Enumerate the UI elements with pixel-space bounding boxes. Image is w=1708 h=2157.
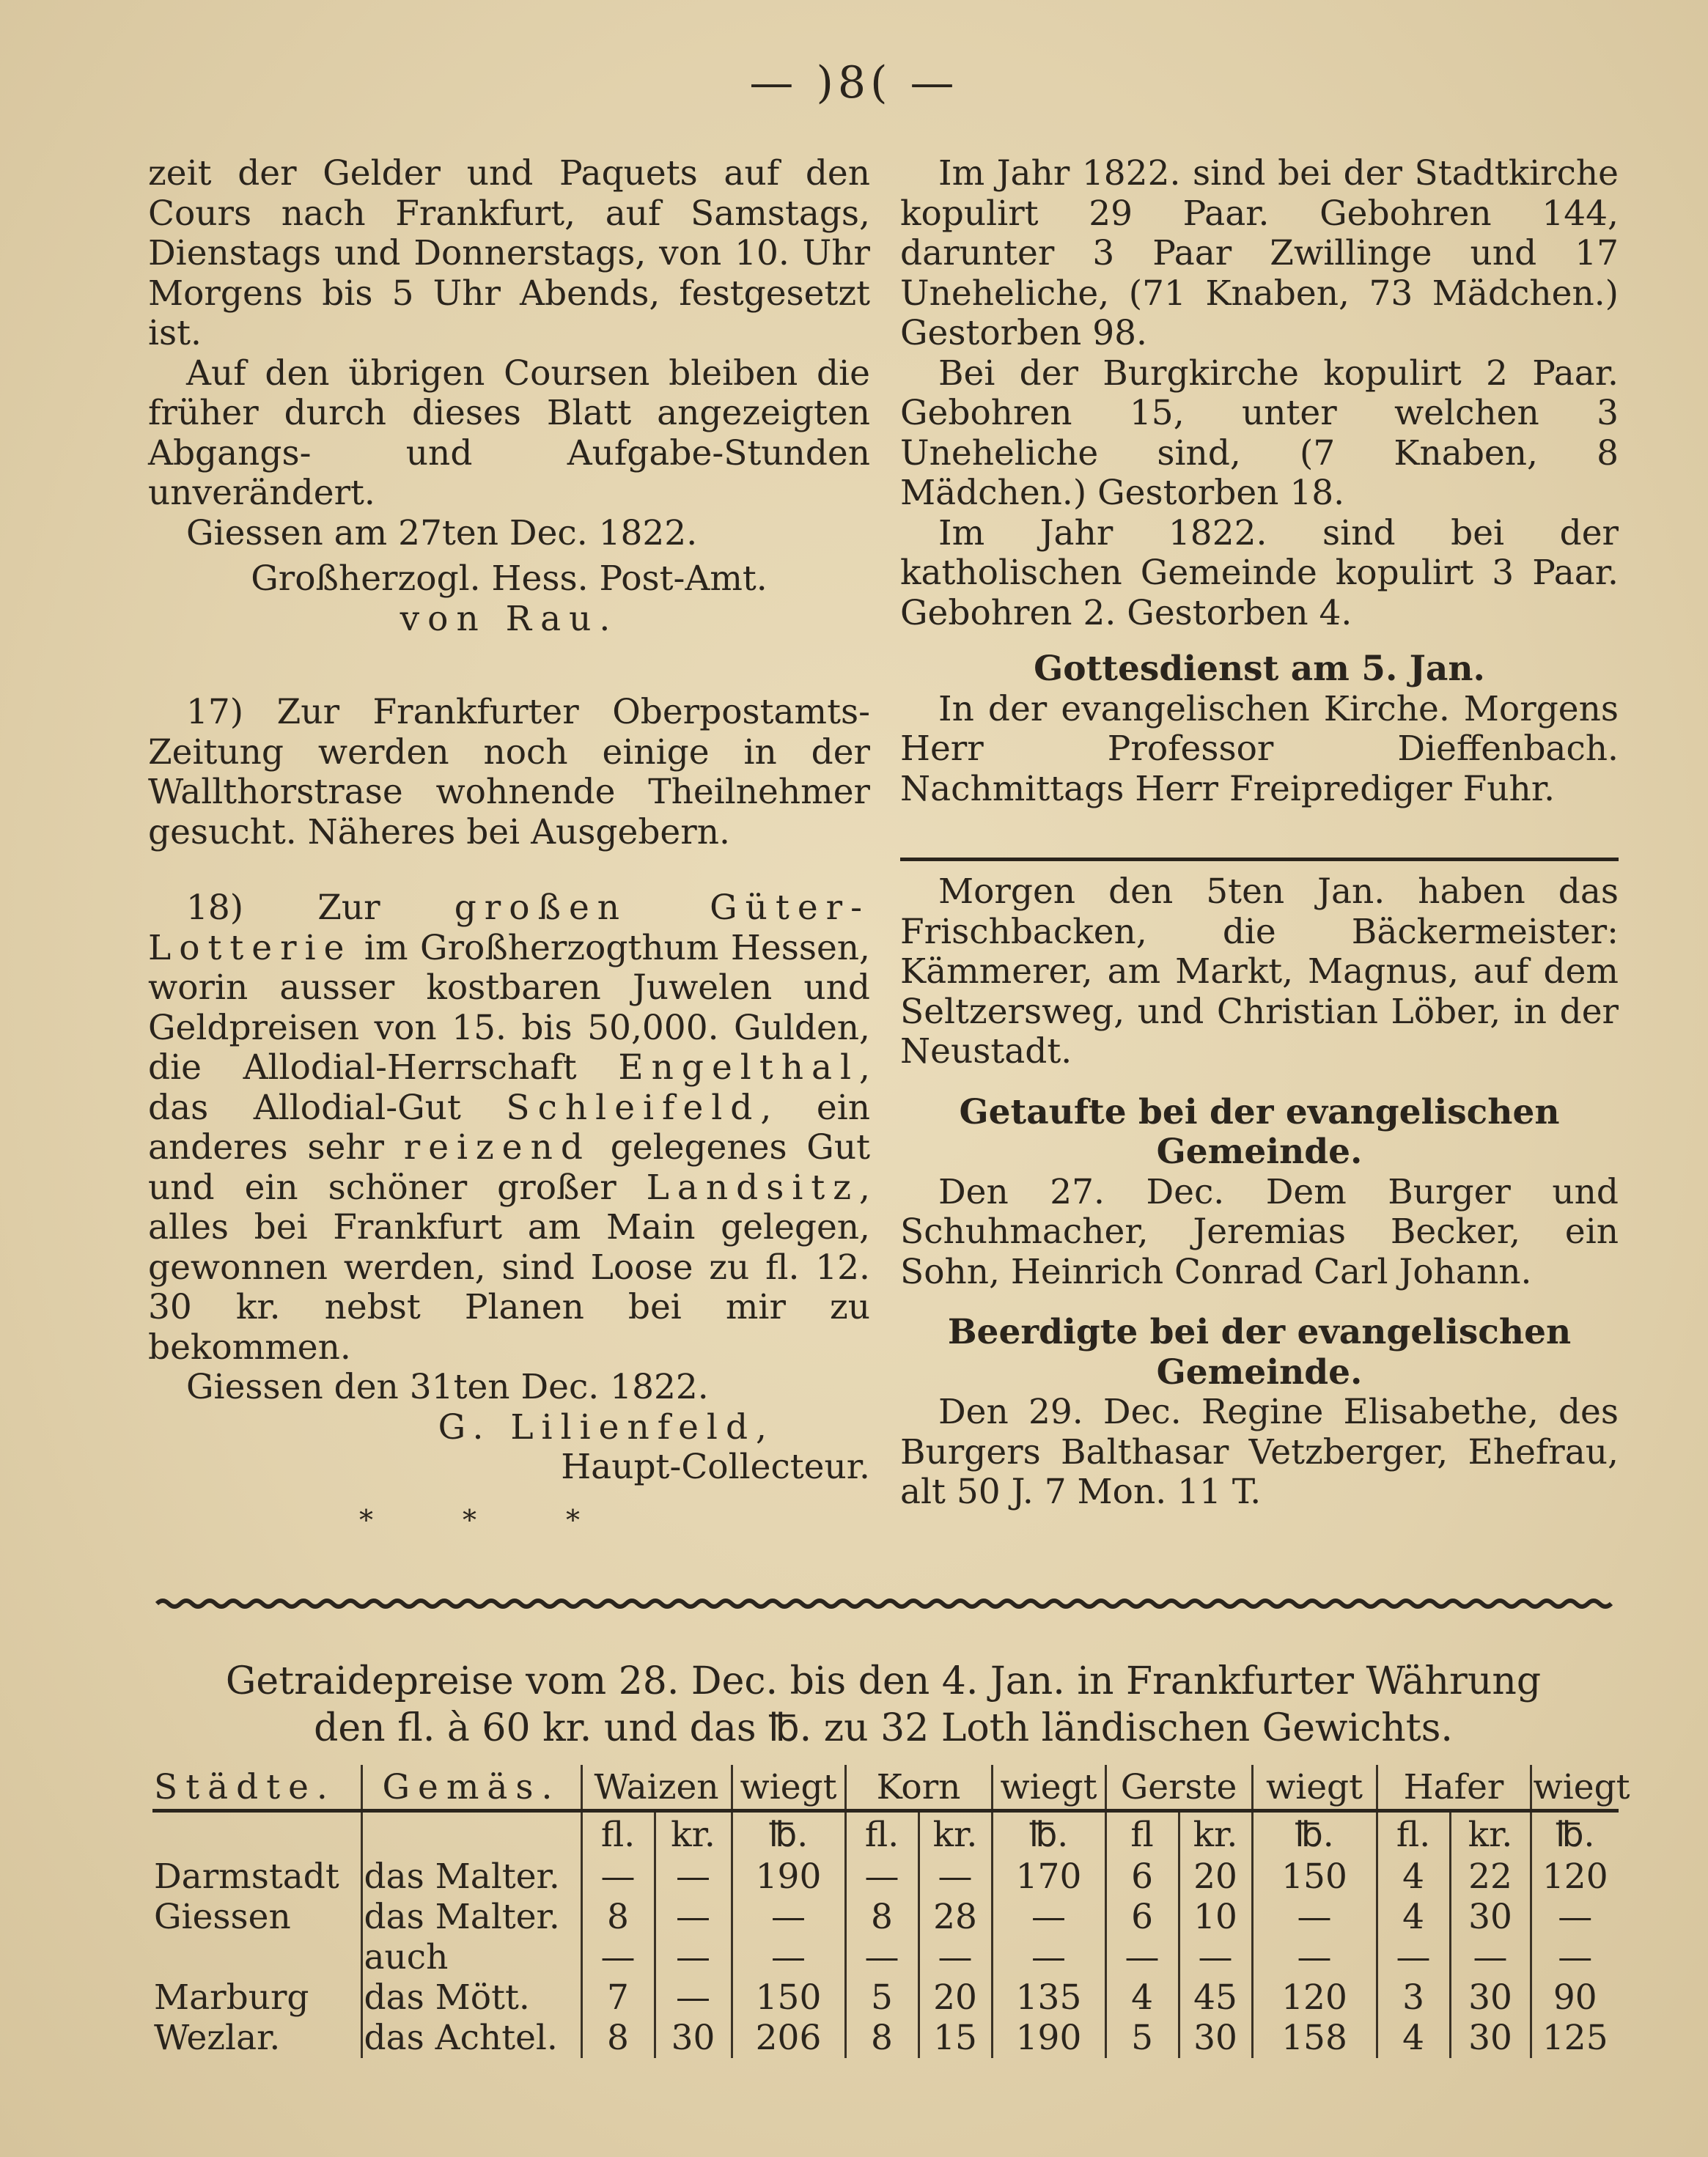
notice-18-intro: 18) Zur bbox=[186, 888, 454, 928]
estate-engelthal: Engelthal bbox=[618, 1047, 860, 1088]
notice-18 bbox=[148, 888, 870, 1488]
notice-18-part-b: , das Allodial-Gut bbox=[148, 1047, 870, 1128]
cell-value: 10 bbox=[1179, 1897, 1252, 1937]
church-stats-catholic: Im Jahr 1822. sind bei der katholischen Gemeinde kopulirt 3 Paar. Gebohren 2. Gestorben 4. bbox=[900, 512, 1619, 633]
cell-value: 8 bbox=[845, 2018, 919, 2058]
subheader-wheat-fl: fl. bbox=[581, 1811, 655, 1857]
subheader-wheat-kr: kr. bbox=[655, 1811, 732, 1857]
cell-measure: das Mött. bbox=[361, 1977, 581, 2018]
baking-notice: Morgen den 5ten Jan. haben das Frischbacken, die Bäckermeister: Kämmerer, am Markt, Magnus, auf dem Seltzersweg, und Christian Löber, in der Neustadt. bbox=[900, 871, 1619, 1072]
church-stats-stadtkirche: Im Jahr 1822. sind bei der Stadtkirche kopulirt 29 Paar. Gebohren 144, darunter 3 Paar Zwillinge und 17 Uneheliche, (71 Knaben, 73 Mädchen.) Gestorben 98. bbox=[900, 153, 1619, 353]
cell-value: 120 bbox=[1252, 1977, 1377, 2018]
asterism-1: * bbox=[359, 1504, 382, 1536]
cell-value: 8 bbox=[581, 2018, 655, 2058]
col-header-oats-weight: wiegt bbox=[1531, 1765, 1619, 1811]
subheader-rye-lb: ℔. bbox=[992, 1811, 1105, 1857]
cell-value: — bbox=[1252, 1937, 1377, 1977]
cell-city: Wezlar. bbox=[154, 2018, 281, 2058]
grain-price-table bbox=[152, 1765, 1630, 2058]
cell-value: — bbox=[655, 1937, 732, 1977]
table-header-row bbox=[152, 1765, 1619, 1811]
cell-value: — bbox=[581, 1937, 655, 1977]
notice-18-part-c: , ein anderes sehr bbox=[148, 1087, 870, 1168]
estate-schleifeld: Schleifeld bbox=[506, 1087, 761, 1128]
notice-17-text: 17) Zur Frankfurter Oberpostamts-Zeitung werden noch einige in der Wallthorstrase wohnende Theilnehmer gesucht. Näheres bei Ausgebern. bbox=[148, 692, 870, 852]
cell-value: — bbox=[655, 1897, 732, 1937]
service-schedule: In der evangelischen Kirche. Morgens Herr Professor Dieffenbach. Nachmittags Herr Freiprediger Fuhr. bbox=[900, 688, 1619, 809]
word-landsitz: Landsitz bbox=[646, 1167, 860, 1208]
col-header-measure: Gemäs. bbox=[361, 1765, 581, 1811]
notice-18-title: Haupt-Collecteur. bbox=[561, 1447, 870, 1487]
cell-value: 158 bbox=[1252, 2018, 1377, 2058]
heading-baptized: Getaufte bei der evangelischen Gemeinde. bbox=[959, 1091, 1560, 1172]
col-header-oats: Hafer bbox=[1377, 1765, 1531, 1811]
cell-city: Darmstadt bbox=[154, 1857, 339, 1897]
cell-value: — bbox=[655, 1977, 732, 2018]
notice-18-part-a: im Großherzogthum Hessen, worin ausser kostbaren Juwelen und Geldpreisen von 15. bis 50,000. Gulden, die Allodial-Herrschaft bbox=[148, 927, 870, 1088]
right-column bbox=[900, 154, 1619, 809]
subheader-wheat-lb: ℔. bbox=[732, 1811, 845, 1857]
cell-value: 4 bbox=[1377, 2018, 1450, 2058]
cell-value: — bbox=[992, 1937, 1105, 1977]
subheader-oats-kr: kr. bbox=[1450, 1811, 1531, 1857]
cell-value: 90 bbox=[1531, 1977, 1619, 2018]
word-reizend: reizend bbox=[403, 1127, 591, 1168]
notice-18-date: Giessen den 31ten Dec. 1822. bbox=[186, 1367, 709, 1407]
cell-value: 3 bbox=[1377, 1977, 1450, 2018]
cell-value: — bbox=[919, 1937, 992, 1977]
cell-value: 190 bbox=[732, 1857, 845, 1897]
cell-value: 4 bbox=[1377, 1897, 1450, 1937]
cell-value: — bbox=[1377, 1937, 1450, 1977]
cell-value: 6 bbox=[1105, 1857, 1179, 1897]
subheader-blank-city bbox=[152, 1811, 361, 1857]
cell-value: 135 bbox=[992, 1977, 1105, 2018]
table-row bbox=[152, 1977, 1619, 2018]
prices-title: Getraidepreise vom 28. Dec. bis den 4. Jan. in Frankfurter Währung bbox=[225, 1659, 1542, 1703]
cell-value: — bbox=[1531, 1937, 1619, 1977]
cell-value: — bbox=[655, 1857, 732, 1897]
cell-value: 4 bbox=[1105, 1977, 1179, 2018]
cell-value: — bbox=[1179, 1937, 1252, 1977]
cell-value: — bbox=[845, 1857, 919, 1897]
table-body bbox=[152, 1857, 1619, 2058]
table-row bbox=[152, 2018, 1619, 2058]
church-stats-burgkirche: Bei der Burgkirche kopulirt 2 Paar. Gebohren 15, unter welchen 3 Uneheliche sind, (7 Knaben, 8 Mädchen.) Gestorben 18. bbox=[900, 353, 1619, 513]
cell-value: 150 bbox=[1252, 1857, 1377, 1897]
cell-value: 5 bbox=[1105, 2018, 1179, 2058]
notice-18-signature: G. Lilienfeld, bbox=[438, 1406, 775, 1448]
asterism-2: * bbox=[463, 1504, 485, 1536]
baptism-entry: Den 27. Dec. Dem Burger und Schuhmacher, Jeremias Becker, ein Sohn, Heinrich Conrad Carl Johann. bbox=[900, 1171, 1619, 1292]
notice-18-part-e: , alles bei Frankfurt am Main gelegen, gewonnen werden, sind Loose zu fl. 12. 30 kr. nebst Planen bei mir zu bekommen. bbox=[148, 1167, 870, 1368]
subheader-rye-fl: fl. bbox=[845, 1811, 919, 1857]
asterism-ornament bbox=[359, 1504, 669, 1536]
wavy-divider bbox=[157, 1598, 1616, 1610]
cell-value: — bbox=[1450, 1937, 1531, 1977]
col-header-rye-weight: wiegt bbox=[992, 1765, 1105, 1811]
cell-value: — bbox=[1531, 1897, 1619, 1937]
subheader-oats-fl: fl. bbox=[1377, 1811, 1450, 1857]
subheader-barley-lb: ℔. bbox=[1252, 1811, 1377, 1857]
col-header-barley-weight: wiegt bbox=[1252, 1765, 1377, 1811]
notice-17 bbox=[148, 693, 870, 852]
notice-18-part-d: gelegenes Gut und ein schöner großer bbox=[148, 1127, 870, 1208]
subheader-barley-kr: kr. bbox=[1179, 1811, 1252, 1857]
cell-value: — bbox=[845, 1937, 919, 1977]
subheader-oats-lb: ℔. bbox=[1531, 1811, 1619, 1857]
col-header-cities: Städte. bbox=[152, 1765, 361, 1811]
cell-value: — bbox=[581, 1857, 655, 1897]
subheader-blank-measure bbox=[361, 1811, 581, 1857]
col-header-rye: Korn bbox=[845, 1765, 992, 1811]
cell-value: 30 bbox=[1179, 2018, 1252, 2058]
burial-entry: Den 29. Dec. Regine Elisabethe, des Burgers Balthasar Vetzberger, Ehefrau, alt 50 J. 7 Mon. 11 T. bbox=[900, 1392, 1619, 1512]
cell-value: 15 bbox=[919, 2018, 992, 2058]
cell-value: 22 bbox=[1450, 1857, 1531, 1897]
right-column-lower bbox=[900, 872, 1619, 1513]
cell-value: 30 bbox=[1450, 2018, 1531, 2058]
table-subheader-row bbox=[152, 1811, 1619, 1857]
cell-value: — bbox=[992, 1897, 1105, 1937]
cell-value: 20 bbox=[1179, 1857, 1252, 1897]
left-column bbox=[148, 154, 870, 639]
cell-value: 20 bbox=[919, 1977, 992, 2018]
cell-value: 7 bbox=[581, 1977, 655, 2018]
cell-city: Marburg bbox=[154, 1977, 309, 2018]
cell-value: — bbox=[1252, 1897, 1377, 1937]
col-header-wheat: Waizen bbox=[581, 1765, 732, 1811]
prices-subtitle: den fl. à 60 kr. und das ℔. zu 32 Loth ländischen Gewichts. bbox=[314, 1706, 1453, 1750]
subheader-rye-kr: kr. bbox=[919, 1811, 992, 1857]
post-notice-courses: Auf den übrigen Coursen bleiben die früher durch dieses Blatt angezeigten Abgangs- und Aufgabe-Stunden unverändert. bbox=[148, 353, 870, 513]
table-row bbox=[152, 1937, 1619, 1977]
post-office-signatory: von Rau. bbox=[400, 598, 619, 639]
cell-value: 5 bbox=[845, 1977, 919, 2018]
cell-city: Giessen bbox=[154, 1897, 291, 1937]
cell-value: — bbox=[732, 1937, 845, 1977]
cell-value: 120 bbox=[1531, 1857, 1619, 1897]
cell-city bbox=[152, 1937, 361, 1977]
post-office-signature: Großherzogl. Hess. Post-Amt. bbox=[251, 558, 768, 599]
cell-value: 28 bbox=[919, 1897, 992, 1937]
column-rule bbox=[900, 858, 1619, 861]
post-notice-continued: zeit der Gelder und Paquets auf den Cours nach Frankfurt, auf Samstags, Dienstags und Donnerstags, von 10. Uhr Morgens bis 5 Uhr Abends, festgesetzt ist. bbox=[148, 153, 870, 353]
cell-value: 8 bbox=[845, 1897, 919, 1937]
cell-value: 30 bbox=[1450, 1977, 1531, 2018]
post-notice-date: Giessen am 27ten Dec. 1822. bbox=[186, 512, 698, 553]
cell-value: — bbox=[732, 1897, 845, 1937]
col-header-wheat-weight: wiegt bbox=[732, 1765, 845, 1811]
asterism-3: * bbox=[566, 1504, 589, 1536]
cell-measure: das Malter. bbox=[361, 1857, 581, 1897]
col-header-barley: Gerste bbox=[1105, 1765, 1252, 1811]
cell-value: — bbox=[1105, 1937, 1179, 1977]
page-number: — )8( — bbox=[749, 57, 959, 108]
cell-value: 8 bbox=[581, 1897, 655, 1937]
cell-value: 30 bbox=[1450, 1897, 1531, 1937]
cell-value: 170 bbox=[992, 1857, 1105, 1897]
cell-value: 30 bbox=[655, 2018, 732, 2058]
subheader-barley-fl: fl bbox=[1105, 1811, 1179, 1857]
lottery-name: großen Güter-Lotterie bbox=[148, 888, 870, 968]
cell-measure: das Malter. bbox=[361, 1897, 581, 1937]
cell-value: 150 bbox=[732, 1977, 845, 2018]
cell-value: 206 bbox=[732, 2018, 845, 2058]
table-row bbox=[152, 1857, 1619, 1897]
cell-value: 6 bbox=[1105, 1897, 1179, 1937]
cell-value: 45 bbox=[1179, 1977, 1252, 2018]
cell-value: — bbox=[919, 1857, 992, 1897]
cell-value: 125 bbox=[1531, 2018, 1619, 2058]
cell-value: 190 bbox=[992, 2018, 1105, 2058]
heading-buried: Beerdigte bei der evangelischen Gemeinde. bbox=[947, 1312, 1572, 1393]
notice-18-text bbox=[148, 888, 870, 1368]
cell-measure: das Achtel. bbox=[361, 2018, 581, 2058]
cell-value: 4 bbox=[1377, 1857, 1450, 1897]
table-row bbox=[152, 1897, 1619, 1937]
cell-measure: auch bbox=[361, 1937, 581, 1977]
heading-gottesdienst: Gottesdienst am 5. Jan. bbox=[1034, 649, 1485, 689]
